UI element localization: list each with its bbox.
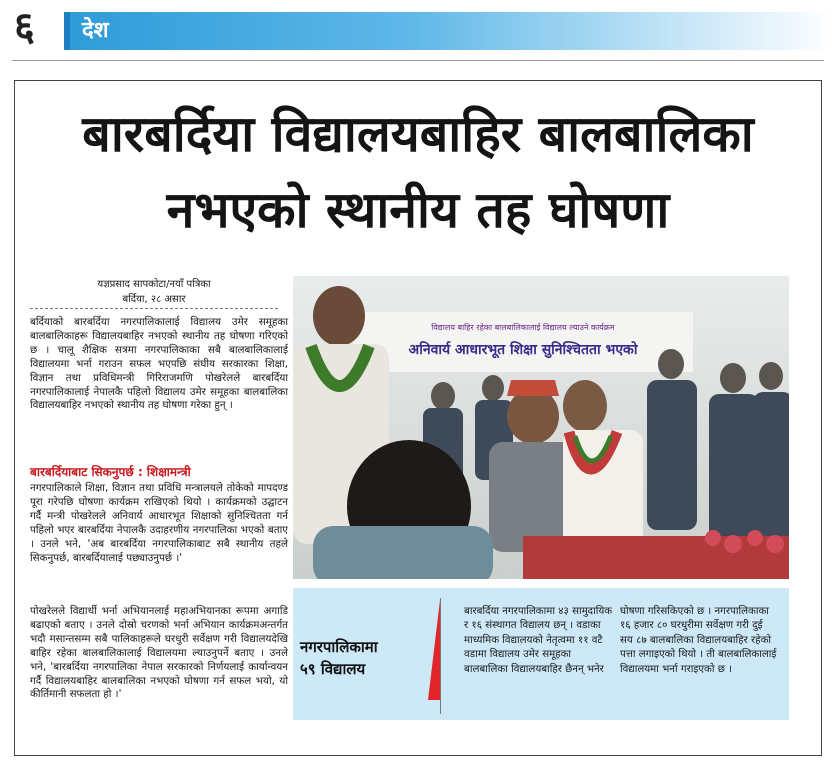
page-number: ६	[14, 4, 35, 50]
dhaka-topi	[507, 380, 559, 396]
section-name: देश	[82, 18, 109, 43]
headline	[14, 96, 822, 248]
info-box-divider	[440, 598, 441, 714]
article-subhead: बारबर्दियाबाट सिकनुपर्छ : शिक्षामन्त्री	[30, 465, 191, 479]
banner-main-text: अनिवार्य आधारभूत शिक्षा सुनिश्चितता भएको	[408, 342, 638, 358]
foreground-shoulders	[313, 526, 493, 579]
info-box-title	[300, 636, 430, 680]
info-box-column-2	[620, 605, 778, 677]
article-paragraph-3: पोखरेलले विद्यार्थी भर्ना अभियानलाई महाअभियानका रूपमा अगाडि बढाएको बताए । उनले दोस्रो चरणको भर्ना अभियान कार्यक्रमअन्तर्गत भदौ मसान्तसम्म सबै पालिकाहरूले घरधुरी सर्वेक्षण गरी विद्यालयदेखि बाहिर रहेका बालबालिकालाई विद्यालयमा ल्याउनुपर्ने बताए । उनले भने, 'बारबर्दिया नगरपालिका नेपाल सरकारको निर्णयलाई कार्यान्वयन गर्दै विद्यालयबाहिर बालबालिका नभएको घोषणा गर्न सफल भयो, यो कीर्तिमानी सफलता हो ।'	[30, 605, 288, 701]
byline-author: यज्ञप्रसाद सापकोटा/नयाँ पत्रिका	[97, 279, 211, 290]
info-box-text-2: घोषणा गरिसकिएको छ । नगरपालिकाका १६ हजार ८० घरधुरीमा सर्वेक्षण गरी दुई सय ८७ बालबालिका विद्यालयबाहिर रहेको पत्ता लगाइएको थियो । ती बालबालिकालाई विद्यालयमा भर्ना गराइएको छ ।	[620, 606, 777, 675]
info-box-text-1: बारबर्दिया नगरपालिकामा ४३ सामुदायिक र १६ संस्थागत विद्यालय छन् । वडाका माध्यमिक विद्यालयको नेतृत्वमा ११ वटै वडामा विद्यालय उमेर समूहका बालबालिका विद्यालयबाहिर छैनन् भनेर	[464, 606, 613, 675]
page-header	[0, 0, 836, 58]
person-right-head	[563, 380, 607, 432]
banner-top-text: विद्यालय बाहिर रहेका बालबालिकालाई विद्यालय ल्याउने कार्यक्रम	[431, 323, 615, 332]
person-center-head	[507, 388, 559, 444]
byline	[30, 277, 278, 307]
headline-line-2: नभएको स्थानीय तह घोषणा	[166, 181, 670, 239]
article-paragraph-2: नगरपालिकाले शिक्षा, विज्ञान तथा प्रविधि मन्त्रालयले तोकेको मापदण्ड पूरा गरेपछि घोषणा कार्यक्रम राखिएको थियो । कार्यक्रमको उद्घाटन गर्दै मन्त्री पोखरेलले अनिवार्य आधारभूत शिक्षाको सुनिश्चितता गर्न पहिलो भएर बारबर्दिया नेपालकै उदाहरणीय नगरपालिका भएको बताए । उनले भने, 'अब बारबर्दिया नगरपालिकाबाट सबै स्थानीय तहले सिकनुपर्छ, बारबर्दियालाई पछ्याउनुपर्छ ।'	[30, 482, 288, 564]
info-box-accent	[428, 600, 440, 700]
byline-divider	[30, 308, 278, 309]
ceremony-photo-illustration	[293, 276, 789, 579]
info-box-column-1	[464, 605, 614, 677]
section-bar	[64, 12, 834, 50]
header-divider	[12, 60, 824, 61]
headline-line-1: बारबर्दिया विद्यालयबाहिर बालबालिका	[82, 105, 754, 163]
info-box-title-line-2: ५९ विद्यालय	[300, 660, 366, 678]
info-box-title-line-1: नगरपालिकामा	[300, 638, 378, 656]
ceremony-photo	[293, 276, 789, 579]
article-paragraph-1: बर्दियाको बारबर्दिया नगरपालिकालाई विद्यालय उमेर समूहका बालबालिकाहरू विद्यालयबाहिर नभएको स्थानीय तह घोषणा गरिएको छ । चालू शैक्षिक सत्रमा नगरपालिकाका सबै बालबालिकालाई विद्यालयमा भर्ना गराउन सफल भएपछि संघीय सरकारका शिक्षा, विज्ञान तथा प्रविधिमन्त्री गिरिराजमणि पोखरेलले बारबर्दिया नगरपालिकालाई नेपालकै पहिलो विद्यालय उमेर समूहका बालबालिका विद्यालयबाहिर नभएको स्थानीय तह घोषणा गरेका हुन् ।	[30, 316, 288, 412]
byline-place-date: बर्दिया, २८ असार	[122, 294, 186, 305]
section-bar-edge	[64, 12, 70, 50]
person-left-head	[313, 286, 365, 346]
